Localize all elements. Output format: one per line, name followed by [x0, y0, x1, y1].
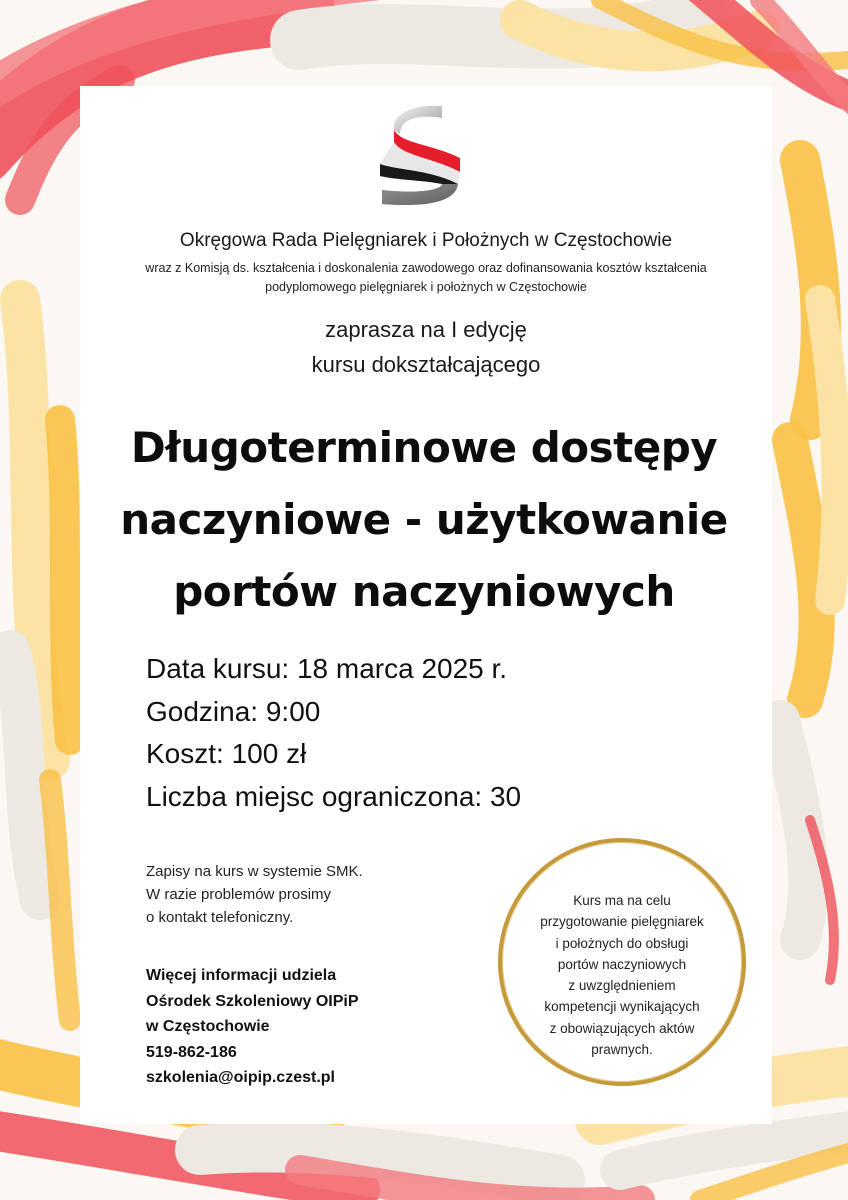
partner-line-1: wraz z Komisją ds. kształcenia i doskonalenia zawodowego oraz dofinansowania kosztów kształcenia — [145, 261, 707, 275]
course-title-line-3: portów naczyniowych — [173, 567, 675, 616]
goal-line-1: Kurs ma na celu — [573, 893, 671, 908]
course-details — [146, 648, 521, 818]
enrollment-line-1: Zapisy na kurs w systemie SMK. — [146, 863, 363, 880]
enrollment-line-3: o kontakt telefoniczny. — [146, 909, 294, 926]
course-cost: Koszt: 100 zł — [146, 738, 307, 769]
goal-line-5: z uwzględnieniem — [568, 978, 676, 994]
invitation-line-1: zaprasza na I edycję — [325, 317, 527, 342]
partner-committee — [80, 259, 772, 297]
contact-info — [146, 963, 359, 1091]
goal-line-6: kompetencji wynikających — [544, 999, 700, 1015]
goal-line-3: i położnych do obsługi — [555, 935, 689, 951]
ribbon-s-logo-icon — [372, 100, 468, 212]
contact-phone[interactable]: 519-862-186 — [146, 1043, 237, 1061]
goal-line-7: z obowiązujących aktów — [549, 1020, 695, 1036]
contact-line-3: w Częstochowie — [146, 1018, 270, 1035]
goal-line-8: prawnych. — [591, 1042, 653, 1058]
contact-line-1: Więcej informacji udziela — [146, 967, 337, 984]
enrollment-info — [146, 860, 363, 929]
course-title-line-1: Długoterminowe dostępy — [130, 423, 718, 472]
contact-line-2: Ośrodek Szkoleniowy OIPiP — [146, 992, 359, 1010]
goal-line-2: przygotowanie pielęgniarek — [540, 914, 704, 930]
invitation-line-2: kursu dokształcającego — [311, 352, 541, 377]
goal-line-4: portów naczyniowych — [557, 956, 687, 972]
course-time: Godzina: 9:00 — [146, 695, 321, 727]
course-seats: Liczba miejsc ograniczona: 30 — [146, 780, 522, 812]
course-title — [60, 412, 788, 628]
invitation — [80, 312, 772, 382]
organization-name: Okręgowa Rada Pielęgniarek i Położnych w Częstochowie — [179, 230, 673, 251]
course-date: Data kursu: 18 marca 2025 r. — [146, 653, 508, 684]
contact-email[interactable]: szkolenia@oipip.czest.pl — [146, 1069, 335, 1086]
enrollment-line-2: W razie problemów prosimy — [146, 886, 332, 903]
course-goal — [530, 890, 714, 1060]
partner-line-2: podyplomowego pielęgniarek i położnych w Częstochowie — [265, 280, 587, 294]
course-title-line-2: naczyniowe - użytkowanie — [120, 495, 728, 544]
